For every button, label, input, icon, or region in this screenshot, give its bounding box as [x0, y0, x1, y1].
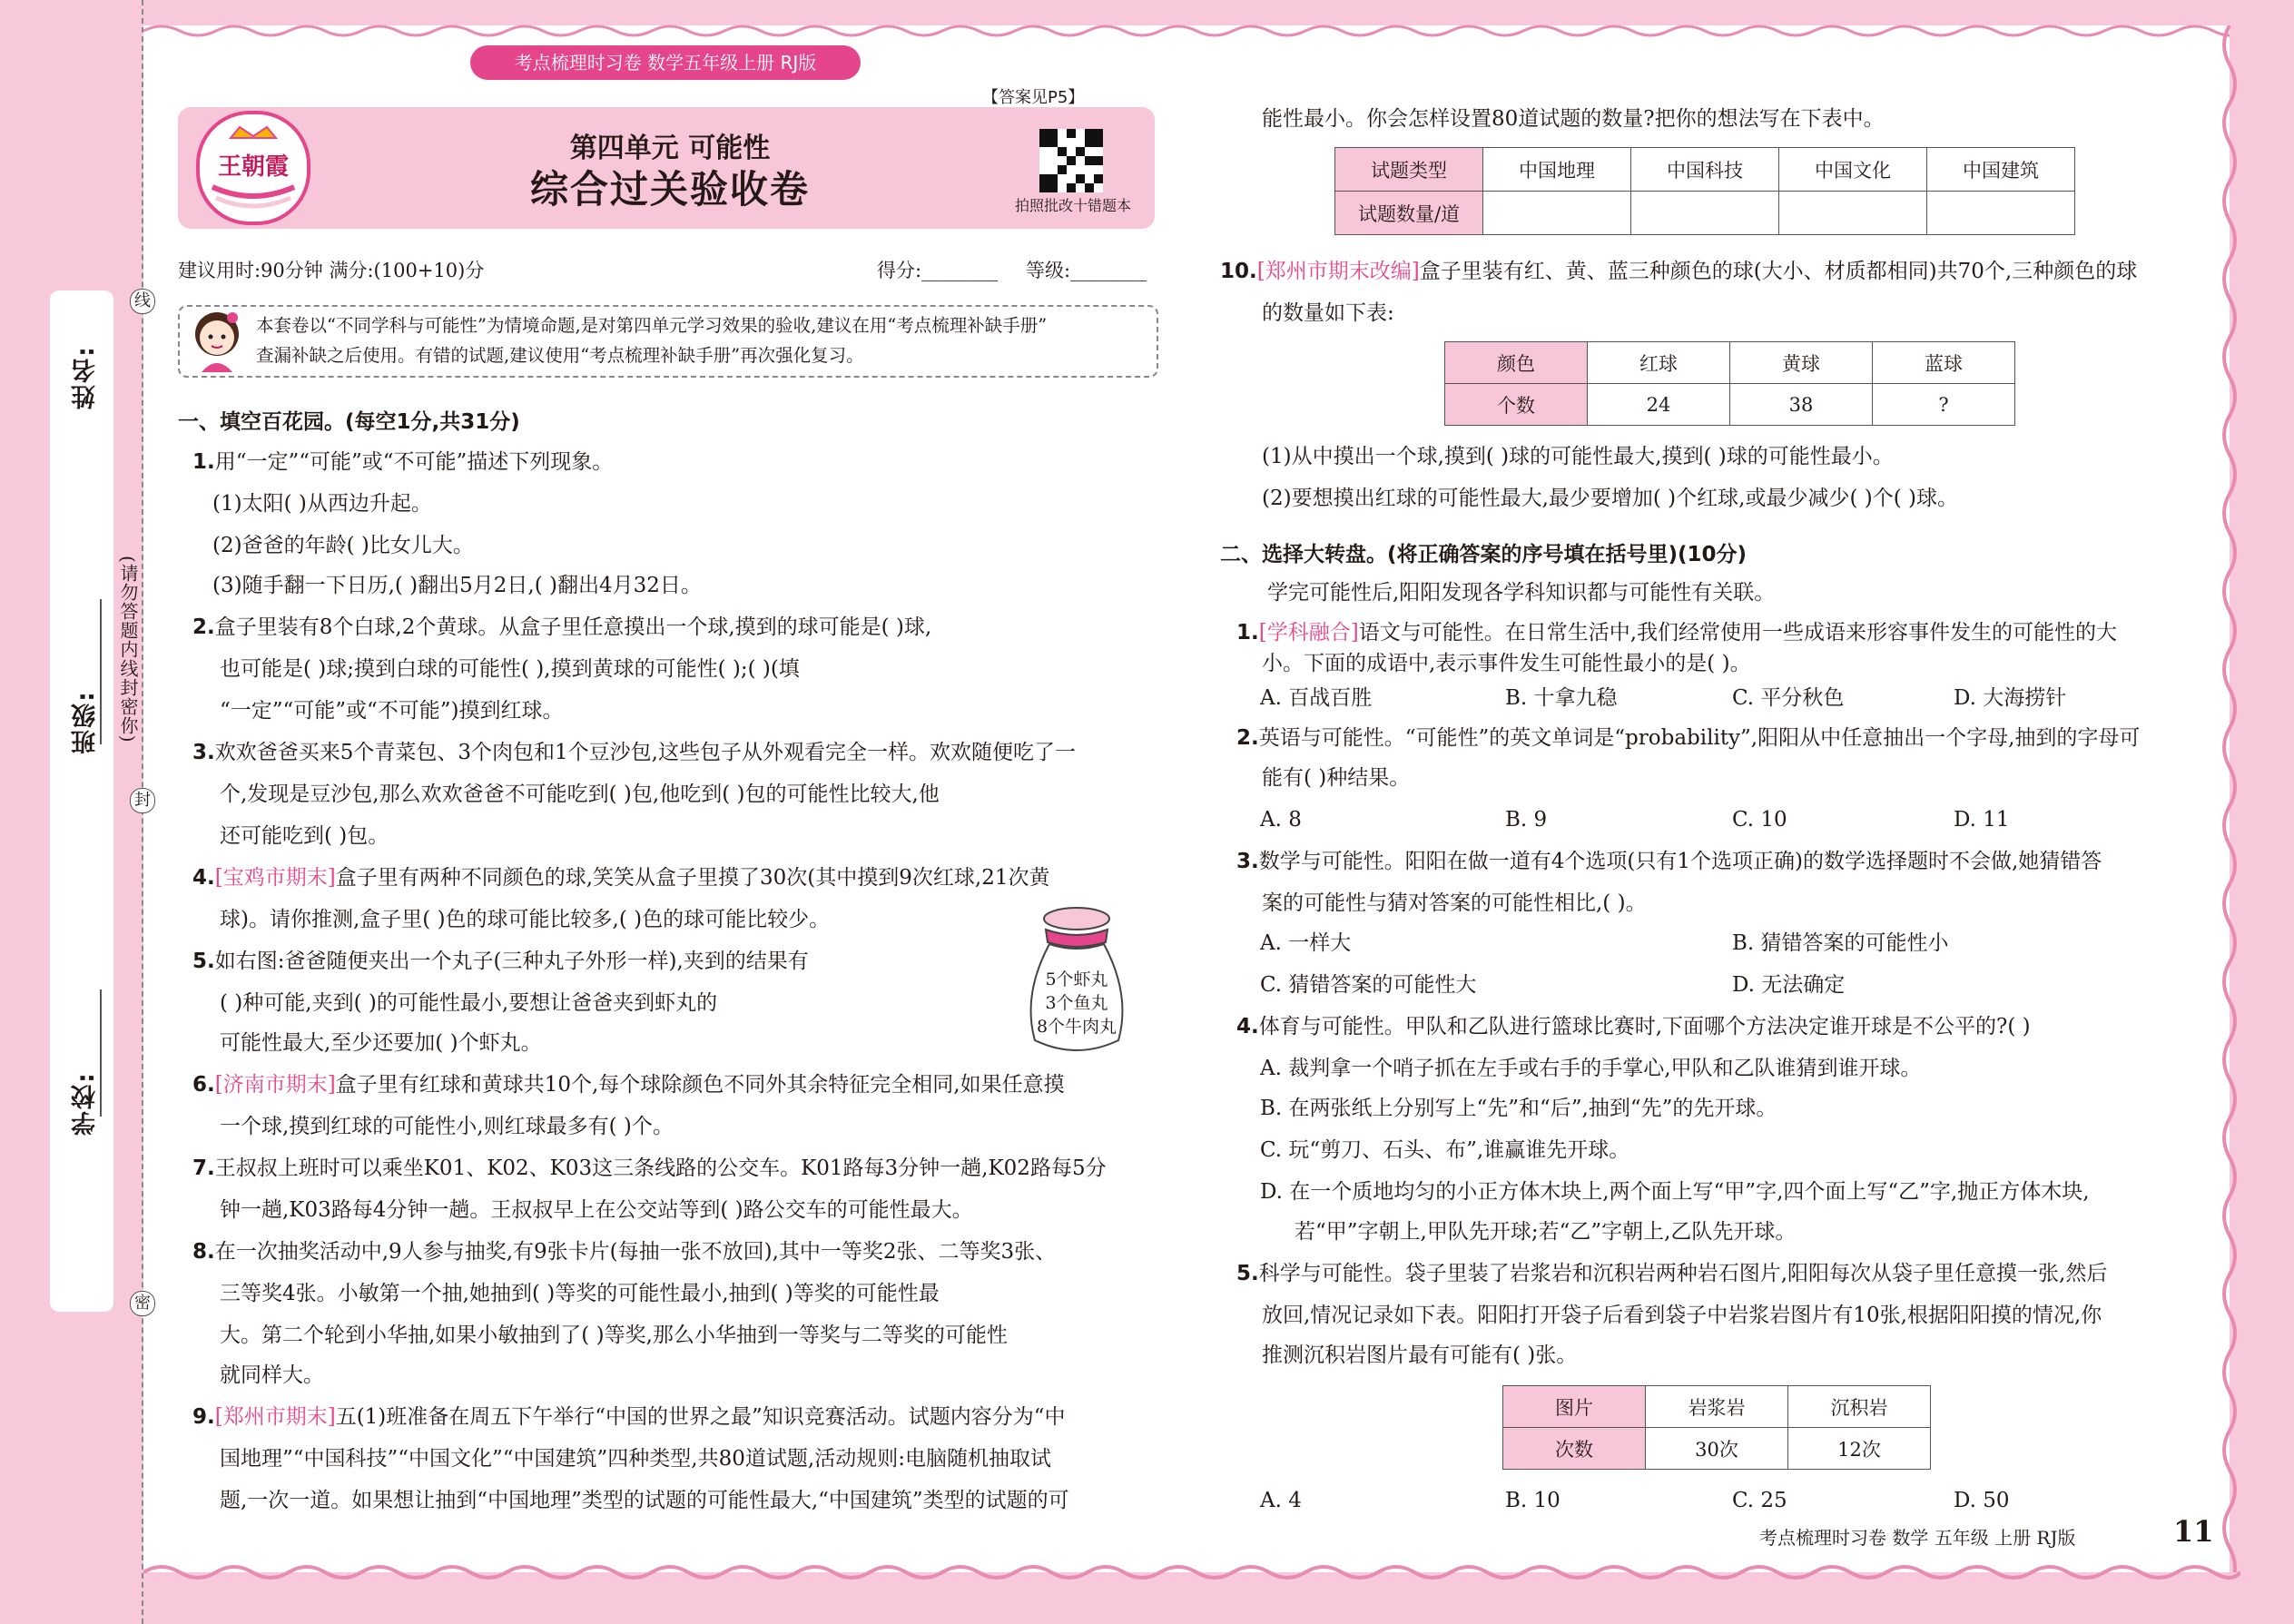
s2-q2-line-1: [1236, 724, 2140, 752]
question-number: 4.: [1236, 1015, 1259, 1038]
seal-char-secret: 密: [130, 1291, 155, 1316]
series-banner: 考点梳理时习卷 数学五年级上册 RJ版: [470, 45, 861, 80]
section-1-line: [220, 1113, 674, 1140]
option[interactable]: A. 裁判拿一个哨子抓在左手或右手的手掌心,甲队和乙队谁猜到谁开球。: [1260, 1057, 1922, 1080]
question-number: 5.: [1236, 1262, 1259, 1285]
suggested-time: 建议用时:90分钟 满分:(100+10)分: [178, 260, 485, 281]
section-1-line: [220, 1196, 973, 1224]
question-text: (3)随手翻一下日历,( )翻出5月2日,( )翻出4月32日。: [212, 574, 702, 597]
section-1-line: [220, 1362, 324, 1389]
q9-table-row-label: 试题数量/道: [1335, 192, 1483, 235]
section-1-line: [220, 1322, 1008, 1349]
q10-table-header: 黄球: [1730, 342, 1873, 384]
question-text: 盒子里有红球和黄球共10个,每个球除颜色不同外其余特征完全相同,如果任意摸: [335, 1073, 1065, 1097]
option[interactable]: D. 11: [1954, 808, 2010, 832]
question-text: 个,发现是豆沙包,那么欢欢爸爸不可能吃到( )包,他吃到( )包的可能性比较大,他: [220, 782, 940, 806]
question-text: 如右图:爸爸随便夹出一个丸子(三种丸子外形一样),夹到的结果有: [214, 950, 809, 973]
s2-q3-text: 数学与可能性。阳阳在做一道有4个选项(只有1个选项正确)的数学选择题时不会做,她猜错答: [1258, 850, 2102, 873]
source-tag: [宝鸡市期末]: [214, 866, 336, 890]
question-text: 大。第二个轮到小华抽,如果小敏抽到了( )等奖,那么小华抽到一等奖与二等奖的可能性: [220, 1324, 1008, 1347]
question-number: 6.: [192, 1073, 215, 1097]
section-1-title: 一、填空百花园。(每空1分,共31分): [178, 410, 520, 434]
section-1-line: [192, 614, 931, 641]
q10-text: 盒子里装有红、黄、蓝三种颜色的球(大小、材质都相同)共70个,三种颜色的球: [1419, 260, 2138, 283]
option[interactable]: C. 25: [1732, 1489, 1787, 1512]
option[interactable]: B. 猜错答案的可能性小: [1732, 931, 1949, 955]
q10-sub-1: (1)从中摸出一个球,摸到( )球的可能性最大,摸到( )球的可能性最小。: [1262, 445, 1894, 468]
section-1-line: [212, 532, 474, 559]
section-2-intro: 学完可能性后,阳阳发现各学科知识都与可能性有关联。: [1267, 581, 1776, 605]
q9-continued: 能性最小。你会怎样设置80道试题的数量?把你的想法写在下表中。: [1262, 107, 1885, 131]
school-label: 学校:: [72, 1071, 100, 1136]
exam-note-line-2: 查漏补缺之后使用。有错的试题,建议使用“考点梳理补缺手册”再次强化复习。: [256, 345, 864, 366]
q9-answer-cell[interactable]: [1779, 192, 1927, 235]
binding-warning: (请勿答题内线封密你): [117, 556, 139, 743]
s2-q5-line-3: 推测沉积岩图片最有可能有( )张。: [1262, 1343, 1578, 1367]
q10-table: [1444, 341, 2015, 426]
seal-char-line: 线: [130, 289, 155, 314]
section-1-line: [212, 490, 432, 517]
question-number: 2.: [1236, 726, 1259, 750]
class-label: 班级:: [72, 690, 100, 754]
question-number: 3.: [192, 741, 215, 764]
question-text: 王叔叔上班时可以乘坐K01、K02、K03这三条线路的公交车。K01路每3分钟一趟,K02路每5分: [214, 1156, 1107, 1180]
s2-q5-text: 科学与可能性。袋子里装了岩浆岩和沉积岩两种岩石图片,阳阳每次从袋子里任意摸一张,然后: [1258, 1262, 2108, 1285]
question-text: (2)爸爸的年龄( )比女儿大。: [212, 534, 474, 557]
question-text: 五(1)班准备在周五下午举行“中国的世界之最”知识竞赛活动。试题内容分为“中: [335, 1405, 1066, 1429]
s2-q1-line-1: [1236, 619, 2117, 646]
question-number: 5.: [192, 950, 215, 973]
section-1-line: [220, 1487, 1069, 1514]
section-1-line: [192, 739, 1076, 766]
q10-table-header: 颜色: [1445, 342, 1588, 384]
q9-table: [1334, 147, 2075, 235]
s2-q4-line-1: [1236, 1013, 2031, 1040]
q10-table-row-label: 个数: [1445, 384, 1588, 426]
option[interactable]: A. 百战百胜: [1260, 686, 1373, 710]
q9-table-header: 中国建筑: [1927, 148, 2075, 192]
q10-table-cell: 24: [1588, 384, 1730, 426]
question-text: 球)。请你推测,盒子里( )色的球可能比较多,( )色的球可能比较少。: [220, 908, 831, 931]
source-tag: [学科融合]: [1258, 621, 1359, 645]
question-number: 9.: [192, 1405, 215, 1429]
q9-answer-cell[interactable]: [1483, 192, 1631, 235]
question-text: 也可能是( )球;摸到白球的可能性( ),摸到黄球的可能性( );( )(填: [220, 657, 800, 681]
option[interactable]: D. 50: [1954, 1489, 2010, 1512]
q10-line-1: [1220, 258, 2137, 285]
bag-line-2: 3个鱼丸: [1045, 993, 1108, 1013]
logo-text: 王朝霞: [217, 153, 290, 181]
q5-table-cell: 12次: [1788, 1428, 1931, 1470]
s2-q2-line-2: 能有( )种结果。: [1262, 766, 1411, 790]
bag-line-3: 8个牛肉丸: [1036, 1017, 1117, 1037]
q10-table-cell: 38: [1730, 384, 1873, 426]
option[interactable]: B. 10: [1505, 1489, 1561, 1512]
option[interactable]: B. 9: [1505, 808, 1548, 832]
question-text: 欢欢爸爸买来5个青菜包、3个肉包和1个豆沙包,这些包子从外观看完全一样。欢欢随便吃了一: [214, 741, 1076, 764]
page-title: 综合过关验收卷: [529, 167, 810, 212]
girl-avatar-icon: [189, 307, 245, 372]
class-blank: [100, 599, 102, 744]
answer-reference: 【答案见P5】: [982, 88, 1085, 107]
section-1-line: [220, 1029, 542, 1057]
q9-answer-cell[interactable]: [1631, 192, 1779, 235]
page-footer: 考点梳理时习卷 数学 五年级 上册 RJ版: [1759, 1527, 2076, 1549]
question-text: 就同样大。: [220, 1363, 324, 1387]
question-text: 国地理”“中国科技”“中国文化”“中国建筑”四种类型,共80道试题,活动规则:电脑随机抽取试: [220, 1447, 1051, 1471]
wavy-border-right: [2213, 25, 2250, 1589]
option[interactable]: B. 十拿九稳: [1505, 686, 1618, 710]
page-number: 11: [2173, 1514, 2214, 1549]
section-1-line: [220, 655, 800, 683]
option[interactable]: C. 玩“剪刀、石头、布”,谁赢谁先开球。: [1260, 1138, 1630, 1162]
name-label: 姓名:: [72, 345, 100, 409]
option[interactable]: C. 平分秋色: [1732, 686, 1845, 710]
option[interactable]: B. 在两张纸上分别写上“先”和“后”,抽到“先”的先开球。: [1260, 1097, 1777, 1120]
question-text: 在一次抽奖活动中,9人参与抽奖,有9张卡片(每抽一张不放回),其中一等奖2张、二等奖3张、: [214, 1240, 1057, 1264]
q10-sub-2: (2)要想摸出红球的可能性最大,最少要增加( )个红球,或最少减少( )个( )球。: [1262, 487, 1958, 510]
question-number: 3.: [1236, 850, 1259, 873]
s2-q3-line-1: [1236, 848, 2102, 875]
section-1-line: [220, 781, 940, 808]
option[interactable]: C. 猜错答案的可能性大: [1260, 973, 1477, 997]
q5-table-header: 沉积岩: [1788, 1386, 1931, 1428]
unit-title: 第四单元 可能性: [569, 133, 771, 164]
question-text: 盒子里有两种不同颜色的球,笑笑从盒子里摸了30次(其中摸到9次红球,21次黄: [335, 866, 1050, 890]
option[interactable]: A. 一样大: [1260, 931, 1352, 955]
option[interactable]: A. 4: [1260, 1489, 1302, 1512]
binding-strip: [50, 290, 113, 1312]
section-1-line: [192, 1403, 1066, 1431]
source-tag: [郑州市期末改编]: [1256, 260, 1420, 283]
question-text: 一个球,摸到红球的可能性小,则红球最多有( )个。: [220, 1115, 674, 1138]
q9-table-header: 中国地理: [1483, 148, 1631, 192]
s2-q1-text: 语文与可能性。在日常生活中,我们经常使用一些成语来形容事件发生的可能性的大: [1358, 621, 2118, 645]
q10-line-2: 的数量如下表:: [1262, 301, 1394, 325]
question-number: 1.: [1236, 621, 1259, 645]
q10-table-header: 红球: [1588, 342, 1730, 384]
q5-table-cell: 30次: [1646, 1428, 1788, 1470]
question-text: 题,一次一道。如果想让抽到“中国地理”类型的试题的可能性最大,“中国建筑”类型的试题的可: [220, 1489, 1069, 1512]
section-1-line: [220, 822, 389, 850]
s2-q1-line-2: 小。下面的成语中,表示事件发生可能性最小的是( )。: [1262, 652, 1751, 675]
option[interactable]: D. 大海捞针: [1954, 686, 2067, 710]
exam-note-line-1: 本套卷以“不同学科与可能性”为情境命题,是对第四单元学习效果的验收,建议在用“考点梳理补缺手册”: [256, 315, 1048, 336]
q9-table-header: 中国文化: [1779, 148, 1927, 192]
question-text: 用“一定”“可能”或“不可能”描述下列现象。: [214, 450, 614, 474]
q5-table-header: 岩浆岩: [1646, 1386, 1788, 1428]
option[interactable]: C. 10: [1732, 808, 1787, 832]
exam-note: [256, 310, 1146, 370]
q9-table-header: 中国科技: [1631, 148, 1779, 192]
option[interactable]: A. 8: [1260, 808, 1302, 832]
s2-q4-text: 体育与可能性。甲队和乙队进行篮球比赛时,下面哪个方法决定谁开球是不公平的?( ): [1258, 1015, 2031, 1038]
section-1-line: [192, 864, 1049, 891]
question-text: ( )种可能,夹到( )的可能性最小,要想让爸爸夹到虾丸的: [220, 991, 718, 1015]
section-1-line: [220, 697, 564, 724]
s2-q3-line-2: 案的可能性与猜对答案的可能性相比,( )。: [1262, 891, 1647, 915]
source-tag: [济南市期末]: [214, 1073, 336, 1097]
section-1-line: [192, 1155, 1107, 1182]
q5-table-row-label: 次数: [1503, 1428, 1646, 1470]
school-blank: [100, 989, 102, 1117]
q9-answer-cell[interactable]: [1927, 192, 2075, 235]
option[interactable]: D. 无法确定: [1732, 973, 1846, 997]
q10-table-header: 蓝球: [1873, 342, 2015, 384]
s2-q5-line-1: [1236, 1260, 2107, 1287]
section-1-line: [192, 1238, 1056, 1265]
score-field[interactable]: 得分:________: [877, 260, 999, 281]
section-1-line: [192, 448, 613, 476]
question-number: 10.: [1220, 260, 1257, 283]
question-number: 2.: [192, 615, 215, 639]
question-text: 三等奖4张。小敏第一个抽,她抽到( )等奖的可能性最小,抽到( )等奖的可能性最: [220, 1282, 940, 1305]
question-text: (1)太阳( )从西边升起。: [212, 492, 432, 516]
q10-table-cell: ?: [1873, 384, 2015, 426]
bag-line-1: 5个虾丸: [1045, 969, 1108, 989]
question-text: “一定”“可能”或“不可能”)摸到红球。: [220, 699, 564, 723]
section-1-line: [220, 989, 717, 1017]
wavy-border-bottom: [143, 1552, 2240, 1589]
section-1-line: [192, 948, 809, 975]
section-1-line: [192, 1071, 1065, 1098]
section-1-line: [220, 1280, 940, 1307]
section-1-line: [220, 906, 830, 933]
wavy-border-top: [143, 22, 2240, 40]
grade-field[interactable]: 等级:________: [1026, 260, 1147, 281]
source-tag: [郑州市期末]: [214, 1405, 336, 1429]
q9-table-header: 试题类型: [1335, 148, 1483, 192]
option[interactable]: D. 在一个质地均匀的小正方体木块上,两个面上写“甲”字,四个面上写“乙”字,抛正方体木块,: [1260, 1180, 2090, 1204]
question-number: 1.: [192, 450, 215, 474]
s2-q5-line-2: 放回,情况记录如下表。阳阳打开袋子后看到袋子中岩浆岩图片有10张,根据阳阳摸的情况,你: [1262, 1304, 2102, 1327]
q5-table-header: 图片: [1503, 1386, 1646, 1428]
qr-code-icon[interactable]: [1039, 129, 1103, 192]
question-number: 7.: [192, 1156, 215, 1180]
section-1-line: [220, 1445, 1051, 1472]
question-number: 4.: [192, 866, 215, 890]
section-1-line: [212, 572, 702, 599]
section-2-title: 二、选择大转盘。(将正确答案的序号填在括号里)(10分): [1220, 543, 1748, 566]
qr-caption: 拍照批改十错题本: [1015, 197, 1132, 214]
question-number: 8.: [192, 1240, 215, 1264]
option-continued: 若“甲”字朝上,甲队先开球;若“乙”字朝上,乙队先开球。: [1295, 1220, 1797, 1244]
q5-table: [1502, 1385, 1931, 1470]
question-text: 钟一趟,K03路每4分钟一趟。王叔叔早上在公交站等到( )路公交车的可能性最大。: [220, 1198, 973, 1222]
brand-logo: [196, 111, 310, 225]
s2-q2-text: 英语与可能性。“可能性”的英文单词是“probability”,阳阳从中任意抽出一个字母,抽到的字母可: [1258, 726, 2141, 750]
question-text: 还可能吃到( )包。: [220, 824, 389, 848]
seal-char-seal: 封: [130, 788, 155, 813]
question-text: 盒子里装有8个白球,2个黄球。从盒子里任意摸出一个球,摸到的球可能是( )球,: [214, 615, 932, 639]
question-text: 可能性最大,至少还要加( )个虾丸。: [220, 1031, 542, 1055]
